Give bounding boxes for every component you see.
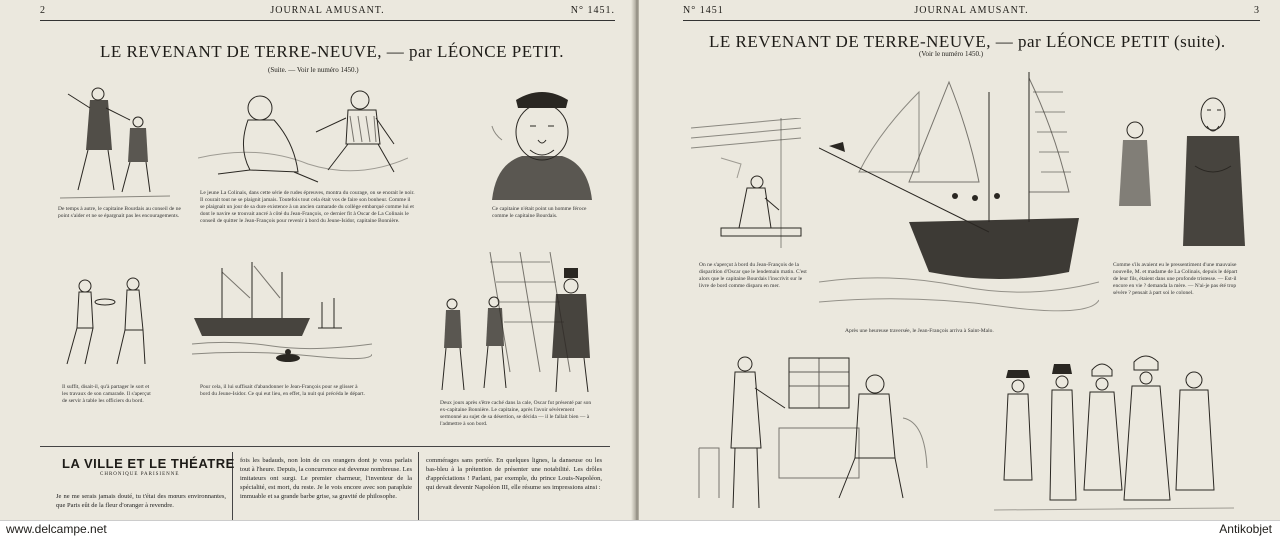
left-issue-number: N° 1451. [570, 5, 615, 16]
left-page [0, 0, 635, 520]
footer-right-source: Antikobjet [1219, 522, 1272, 536]
illustration-sailor-and-boy [50, 80, 190, 205]
chronicle-column-3: commérages sans portée. En quelques lignes, la danseuse ou les bas-bleu à la prétention de présenter une notabilité. Les drôles d'appréciations ! Parlant, par exemple, du prince Louis-Napoléon, qui devait devenir Napoléon III, elle résume ses impressions ainsi : [426, 457, 602, 491]
left-caption-5: Pour cela, il lui suffisait d'abandonner le Jean-François pour se glisser à bord du Jeune-Isidor. Ce qui eut lieu, en effet, la nuit qui précéda le départ. [200, 384, 365, 397]
section-divider [40, 446, 610, 447]
right-page-number: 3 [1254, 5, 1260, 16]
left-page-title: LE REVENANT DE TERRE-NEUVE, — par LÉONCE PETIT. [100, 42, 565, 61]
right-journal-name: JOURNAL AMUSANT. [914, 5, 1029, 16]
illustration-ship-at-sea [192, 258, 372, 373]
footer-left-source: www.delcampe.net [6, 522, 107, 536]
illustration-captain-portrait [482, 82, 602, 200]
illustration-worried-parents [1103, 86, 1253, 256]
illustration-family-reunion [994, 350, 1234, 515]
illustration-captain-writing-log [691, 118, 811, 248]
right-page-subtitle: (Voir le numéro 1450.) [919, 50, 984, 58]
right-page [639, 0, 1280, 520]
right-caption-2: Après une heureuse traversée, le Jean-François arriva à Saint-Malo. [845, 328, 994, 334]
chronicle-subtitle: CHRONIQUE PARISIENNE [100, 472, 180, 477]
left-caption-2: Le jeune La Colinais, dans cette série de rudes épreuves, montra du courage, on se enorait le noir. Il courait tout ne se plaignit jamais. Toutefois tout cela était vos de faire son bonheur. Comme il se plaignait un jour de sa dure existence à un ancien camarade du collège embarqué comme lui et dont le navire se trouvait ancré à côté du Jean-François, ce dernier fit à Oscar de La Colinais le conseil de quitter le Jean-François pour revenir à bord du Jeune-Isidor, capitaine Bonnière. [200, 190, 415, 224]
illustration-deck-scene [430, 252, 605, 397]
left-caption-1: De temps à autre, le capitaine Bourdais au conseil de ne point s'aider et ne se épargnait pas les encouragements. [58, 206, 181, 219]
left-page-subtitle: (Suite. — Voir le numéro 1450.) [268, 66, 359, 74]
right-caption-1: On ne s'aperçut à bord du Jean-François de la disparition d'Oscar que le lendemain matin. C'est alors que le capitaine Bourdais l'inscrivit sur le livre de bord comme disparu en mer. [699, 262, 807, 289]
right-issue-number: N° 1451 [683, 5, 724, 16]
illustration-two-servants [55, 272, 155, 372]
right-caption-3: Comme s'ils avaient eu le pressentiment d'une mauvaise nouvelle, M. et madame de La Colinais, depuis le départ de leur fils, étaient dans une profonde tristesse. — Est-il encore en vie ? demanda la mère. — N'ai-je pas été trop sévère ? pensait à part soi le colonel. [1113, 262, 1238, 296]
left-caption-6: Deux jours après s'être caché dans la cale, Oscar fut présenté par son ex-capitaine Bonnière. Le capitaine, après l'avoir sévèrement sermonné au sujet de sa désertion, se décida — il le fallait bien — à l'admettre à son bord. [440, 400, 592, 427]
right-running-header [683, 4, 1260, 21]
left-caption-3: Ce capitaine n'était point un homme féroce comme le capitaine Bourdais. [492, 206, 587, 219]
column-rule-2 [418, 452, 419, 520]
chronicle-column-2: fois les badauds, non loin de ces orangers dont je vous parlais tout à l'heure. Depuis, la concurrence est devenue nombreuse. Les imitateurs ont surgi. Le premier charmeur, l'inventeur de la spécialité, est mort, du reste. Je le vois encore avec son parapluie immuable et sa grande barbe grise, sa gravité de philosophe. [240, 457, 412, 500]
right-page-title: LE REVENANT DE TERRE-NEUVE, — par LÉONCE PETIT (suite). [709, 32, 1226, 51]
left-page-number: 2 [40, 5, 46, 16]
left-running-header [40, 4, 615, 21]
illustration-ship-arriving [819, 72, 1099, 322]
left-caption-4: Il suffit, disait-il, qu'à partager le sort et les travaux de son camarade. Il s'aperçut de servir à table les officiers du bord. [62, 384, 151, 404]
watermark-footer [0, 520, 1280, 537]
left-journal-name: JOURNAL AMUSANT. [270, 5, 385, 16]
illustration-two-men-resting [198, 88, 408, 188]
chronicle-title: LA VILLE ET LE THÉATRE [62, 456, 235, 471]
chronicle-column-1: Je ne me serais jamais douté, tu t'étai des mœurs environnantes, que Paris eût de la fleur d'oranger à revendre. [56, 493, 226, 509]
illustration-office-scene [689, 348, 929, 518]
